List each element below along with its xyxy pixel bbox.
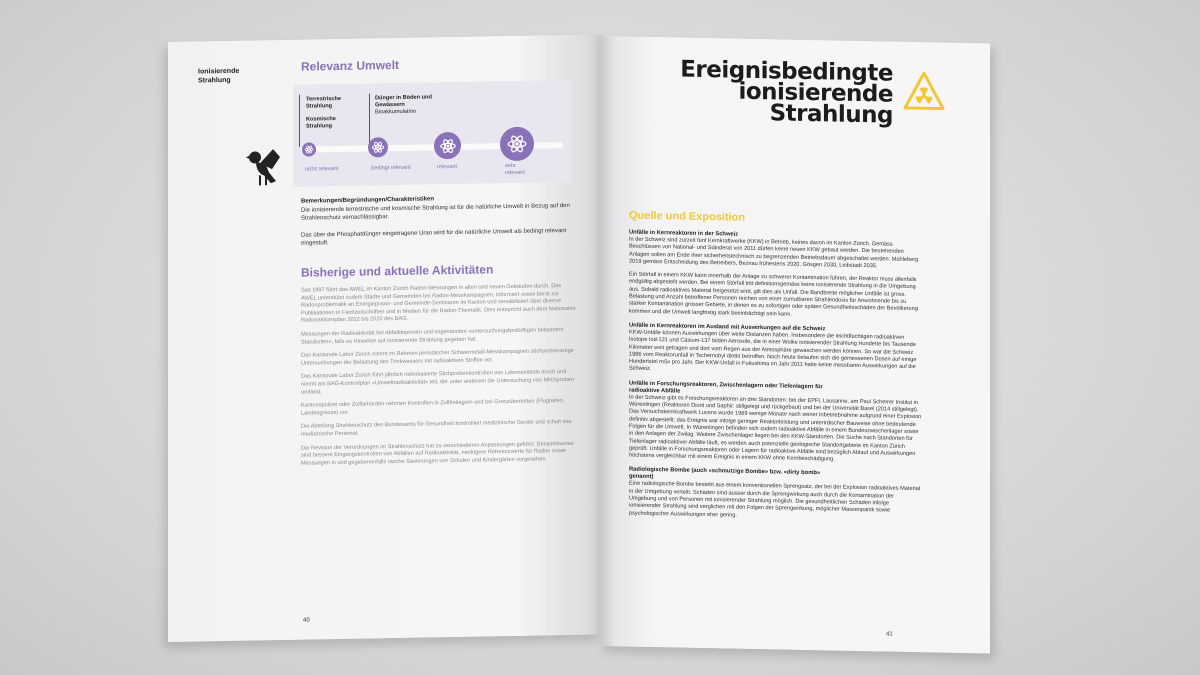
activity-paragraph: Die Abteilung Strahlenschutz des Bundesamts für Gesundheit kontrolliert medizinische Geräte und schult das medizinische Personal. (301, 419, 572, 438)
section-label: Ionisierende Strahlung (198, 67, 240, 85)
block-heading: Radiologische Bombe (auch «schmutzige Bombe» bzw. «dirty bomb» genannt) (629, 466, 821, 481)
chart-item-kosmisch: Kosmische Strahlung (306, 116, 336, 130)
activity-paragraph: Das Kantonale Labor Zürich führt jährlich risikobasierte Stichprobenkontrollen von Lebensmitteln durch und nimmt am BAG-Kontrollplan «Umweltradioaktivität» teil, der unter anderem die Untersuchung von Milchproben umfasst. (301, 369, 574, 396)
remark-paragraph-2: Das über die Phosphatdünger eingetragene Uran wird für die natürliche Umwelt als bedingt relevant eingestuft. (301, 228, 567, 247)
relevanz-title: Relevanz Umwelt (301, 57, 400, 74)
activity-paragraph: Das Kantonale Labor Zürich nimmt im Rahmen periodischer Schwermetall-Messkampagnen stichprobenartige Untersuchungen der Belastung des Trinkwassers mit radioaktiven Stoffen vor. (301, 348, 574, 367)
activity-paragraph: Die Revision der Verordnungen im Strahlenschutz hat zu verschiedenen Anpassungen geführt. Beispielsweise sind bessere Eingangskontrollen von Abfällen auf Radioaktivität, niedrigere Referenzwerte für Radon sowie Messungen in und gegebenenfalls rasche Sanierungen von Schulen und Kindergärten vorgesehen. (301, 440, 574, 467)
chart-item-bioakkumulation: Bioakkumulation (375, 108, 417, 116)
chart-marker-line (299, 95, 300, 147)
activity-paragraph: Kantonspolizei oder Zollbehörden nehmen Kontrollen in Zollfreilagern und bei Grenzübertritten (Flughafen, Landesgrenze) vor. (301, 398, 565, 417)
right-text-column (629, 230, 922, 524)
chapter-title-line-1: Ereignisbedingte (680, 56, 893, 87)
activity-paragraph: Seit 1997 führt das AWEL im Kanton Zürich Radon-Messungen in alten und neuen Gebäuden durch. Das AWEL unterstützt zudem Städte und Gemeinden bei Radon-Messkampagnen, informiert sowie berät zur Radonproblematik an Energiepraxis- und Gemeinde-Seminaren im Kanton und sensibilisiert über diverse Publikationen in Fachzeitschriften und in Medien für die Radon-Thematik. Dies entspricht auch dem Nationalen Radonaktionsplan 2012 bis 2020 des BAG. (301, 283, 576, 325)
scale-label-relevant: relevant (437, 163, 457, 171)
block-paragraph: In der Schweiz gibt es Forschungsreaktoren an drei Standorten: bei der EPFL Lausanne, am Paul Scherrer Institut in Würenlingen (Reaktoren Diorit und Saphir: stillgelegt und rückgebaut) und bei der Universität Basel (2014 stillgelegt). Das Versuchskernkraftwerk Lucens wurde 1969 wenige Monate nach seiner Inbetriebnahme aufgrund einer Explosion definitiv abgestellt; das Ereignis war infolge geringer Reaktorleistung und unterirdischer Bauweise ohne bedeutende Folgen für die Umwelt. In Würenlingen befinden sich zudem radioaktive Abfälle in einem Bundeszwischenlager sowie in den Anlagen der Zwilag. Weitere Zwischenlager liegen bei den KKW-Standorten. Die Suche nach Standorten für Tiefenlager radioaktiver Abfälle läuft, es werden auch potenzielle geologische Standortgebiete im Kanton Zürich geprüft. Unfälle in Forschungsreaktoren oder Lagern für radioaktive Abfälle sind bezüglich Ablauf und Auswirkungen höchstens vergleichbar mit einem Ereignis in einem KKW ohne Kernbeschädigung. (629, 394, 922, 463)
chart-marker-line (369, 93, 370, 145)
block-paragraph: Eine radiologische Bombe besteht aus einem konventionellen Sprengsatz, der bei der Explosion radioaktives Material in der Umgebung verteilt. Schäden sind ausser durch die Sprengwirkung auch durch die Kontamination der Umgebung und von Personen mit ionisierender Strahlung möglich. Die gesundheitlichen Schäden infolge ionisierender Strahlung sind verglichen mit den Folgen der Sprengwirkung, möglicher Massenpanik sowie psychologischer Auswirkungen eher gering. (629, 480, 921, 519)
block-paragraph: Ein Störfall in einem KKW kann innerhalb der Anlage zu schwerer Kontamination führen, der Reaktor muss allenfalls endgültig abgestellt werden. Bei einem Störfall tritt definitionsgemäss keine ionisierende Strahlung in die Umgebung aus. Sobald radioaktives Material freigesetzt wird, gilt dies als Unfall. Die Bandbreite möglicher Unfälle ist gross. Belastung und Anzahl betroffener Personen reichen von einer zumutbaren Strahlendosis für Anwohnende bis zu starker Kontamination grosser Gebiete, in denen es zu sofortigen oder späten Gesundheitsschäden der Bevölkerung kommen und die Umwelt langfristig stark beeinträchtigt sein kann. (629, 271, 918, 318)
bird-icon (246, 145, 286, 188)
chapter-title (665, 56, 893, 129)
remark-paragraph-1: Die ionisierende terrestrische und kosmische Strahlung ist für die natürliche Umwelt in Bezug auf den Strahlenschutz vernachlässigbar. (301, 202, 570, 222)
left-page (168, 34, 602, 642)
block-heading: Unfälle in Kernreaktoren im Ausland mit Auswirkungen auf die Schweiz (629, 322, 826, 333)
atom-icon (368, 137, 388, 157)
relevance-chart (293, 80, 571, 187)
page-number-left: 40 (303, 617, 310, 624)
page-number-right: 41 (886, 631, 893, 638)
scale-label-bedingt-relevant: bedingt relevant (371, 164, 411, 172)
scale-label-sehr-relevant: sehr relevant (505, 162, 525, 177)
block-paragraph: In der Schweiz sind zurzeit fünf Kernkraftwerke (KKW) in Betrieb, keines davon im Kanton Zürich. Gemäss Beschlüssen von National- und Ständerat von 2011 dürfen keine neuen KKW gebaut werden. Die bestehenden Anlagen sollen am Ende ihrer sicherheitstechnisch zu begrenzenden Betriebsdauer abgeschaltet werden: Mühleberg 2019 gemäss Entscheidung des Betreibers, Beznau frühestens 2020, Gösgen 2030, Leibstadt 2035. (629, 236, 919, 270)
right-page (600, 36, 990, 653)
atom-icon (434, 132, 461, 159)
atom-icon (302, 142, 316, 156)
chart-item-terrestrisch: Terrestrische Strahlung (306, 95, 342, 110)
remark-heading: Bemerkungen/Begründungen/Charakteristiken (301, 196, 435, 205)
scale-label-nicht-relevant: nicht relevant (305, 166, 339, 173)
section-title-quelle: Quelle und Exposition (629, 209, 746, 224)
block-paragraph: KKW-Unfälle können Auswirkungen über weite Distanzen haben. Insbesondere die leichtflüchtigen radioaktiven Isotope Iod-131 und Cäsium-137 bilden Aerosole, die in einer Wolke ionisierender Strahlung Hunderte bis Tausende Kilometer weit getragen und dort vom Regen aus der Atmosphäre gewaschen werden können. So war die Schweiz 1986 vom Reaktorunfall in Tschernobyl direkt betroffen. Noch heute belaufen sich die gemessenen Dosen auf einige Hundertstel mSv pro Jahr. Der KKW-Unfall in Fukushima im Jahr 2011 hatte keine messbaren Auswirkungen auf die Schweiz. (629, 329, 917, 373)
atom-icon (500, 127, 534, 162)
radiation-icon (902, 70, 946, 113)
chart-item-duenger: Dünger in Böden und Gewässern (375, 94, 432, 109)
block-heading: Unfälle in Kernreaktoren in der Schweiz (629, 229, 739, 238)
chapter-title-line-2: ionisierende (738, 78, 893, 108)
block-heading: Unfälle in Forschungsreaktoren, Zwischenlagern oder Tiefenlagern für radioaktive Abfälle (629, 380, 823, 395)
chapter-title-line-3: Strahlung (769, 100, 893, 129)
activities-list (301, 283, 576, 468)
activities-title: Bisherige und aktuelle Aktivitäten (301, 262, 494, 280)
activity-paragraph: Messungen der Radioaktivität bei Abfalldeponien und sogenannten «untersuchungsbedürftigen belasteten Standorten», falls es Hinweise auf ionisierende Strahlung gegeben hat. (301, 327, 564, 346)
